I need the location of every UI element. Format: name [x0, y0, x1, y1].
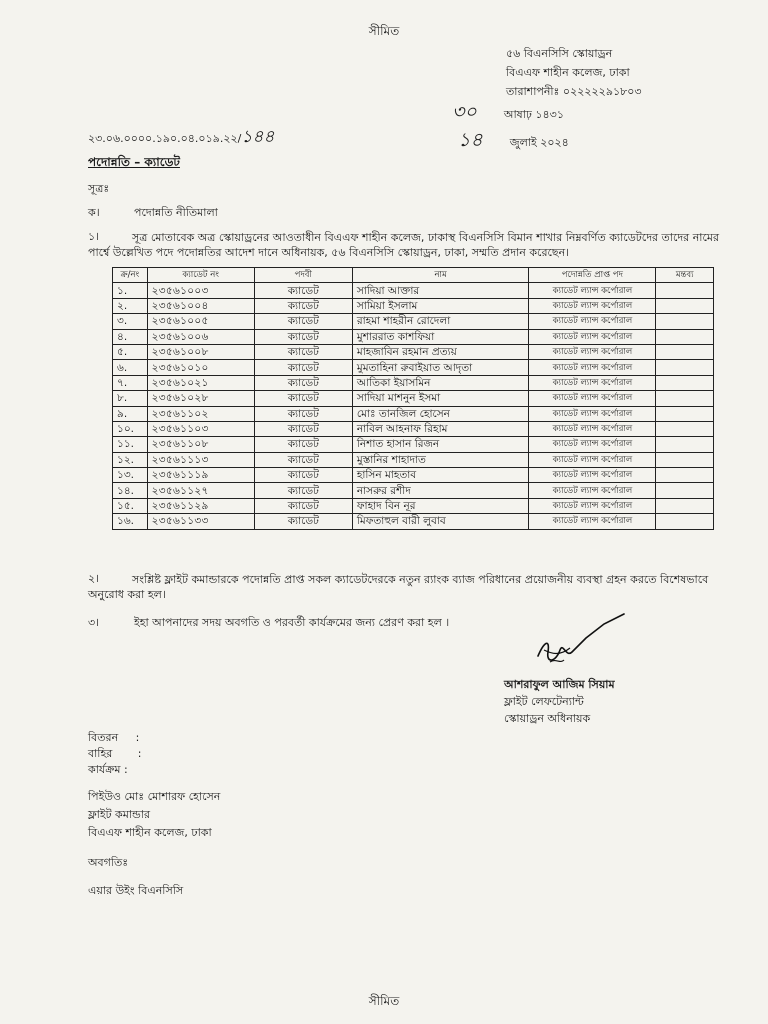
- table-row: [113, 314, 714, 329]
- classification-header: সীমিত: [368, 24, 400, 38]
- classification-footer: সীমিত: [368, 994, 400, 1008]
- remarks-cell: [656, 483, 714, 498]
- signatory-block: [504, 676, 615, 727]
- promoted-post-cell: ক্যাডেট ল্যান্স কর্পোরাল: [529, 375, 656, 390]
- subject-line: পদোন্নতি – ক্যাডেট: [88, 155, 180, 169]
- promoted-post-cell: ক্যাডেট ল্যান্স কর্পোরাল: [529, 329, 656, 344]
- table-row: [113, 406, 714, 421]
- table-header-row: [113, 268, 714, 283]
- signatory-name: আশরাফুল আজিম সিয়াম: [504, 678, 615, 691]
- promoted-post-cell: ক্যাডেট ল্যান্স কর্পোরাল: [529, 344, 656, 359]
- para1-text: সূত্র মোতাবেক অত্র স্কোয়াড্রনের আওতাধীন বিএএফ শাহীন কলেজ, ঢাকাস্থ বিএনসিসি বিমান শাখার নিম্নবর্ণিত ক্যাডেটদের তাদের নামের পার্শ্বে উল্লেখিত পদে পদোন্নতির আদেশ দানে অধিনায়ক, ৫৬ বিএনসিসি স্কোয়াড্রন, ঢাকা, সম্মতি প্রদান করেছেন।: [88, 231, 720, 259]
- serial-cell: ১৪.: [113, 483, 148, 498]
- promoted-post-cell: ক্যাডেট ল্যান্স কর্পোরাল: [529, 314, 656, 329]
- serial-cell: ৩.: [113, 314, 148, 329]
- promoted-post-cell: ক্যাডেট ল্যান্স কর্পোরাল: [529, 483, 656, 498]
- promoted-post-cell: ক্যাডেট ল্যান্স কর্পোরাল: [529, 498, 656, 513]
- table-row: [113, 498, 714, 513]
- col-rank: পদবী: [254, 268, 352, 283]
- cadet-number-cell: ২৩৫৬১০০৮: [147, 344, 254, 359]
- issuer-phone: তারাশাপনীঃ ০২২২২২৯১৮০৩: [506, 85, 642, 98]
- serial-cell: ১০.: [113, 421, 148, 436]
- rank-cell: ক্যাডেট: [254, 437, 352, 452]
- signature: [530, 612, 630, 674]
- cadet-number-cell: ২৩৫৬১০২১: [147, 375, 254, 390]
- cadet-number-cell: ২৩৫৬১১৩৩: [147, 514, 254, 529]
- remarks-cell: [656, 344, 714, 359]
- serial-cell: ৪.: [113, 329, 148, 344]
- name-cell: মুমতাহিনা রুবাইয়াত আদৃতা: [352, 360, 528, 375]
- table-row: [113, 391, 714, 406]
- dist-bahir-colon: :: [137, 747, 142, 760]
- table-row: [113, 344, 714, 359]
- english-date: [458, 126, 569, 158]
- remarks-cell: [656, 514, 714, 529]
- bangla-month: আষাঢ় ১৪৩১: [503, 108, 564, 121]
- table-row: [113, 452, 714, 467]
- cadet-number-cell: ২৩৫৬১১০৮: [147, 437, 254, 452]
- remarks-cell: [656, 406, 714, 421]
- remarks-cell: [656, 298, 714, 313]
- promoted-post-cell: ক্যাডেট ল্যান্স কর্পোরাল: [529, 283, 656, 298]
- rank-cell: ক্যাডেট: [254, 514, 352, 529]
- rank-cell: ক্যাডেট: [254, 468, 352, 483]
- remarks-cell: [656, 314, 714, 329]
- remarks-cell: [656, 283, 714, 298]
- promoted-post-cell: ক্যাডেট ল্যান্স কর্পোরাল: [529, 298, 656, 313]
- remarks-cell: [656, 360, 714, 375]
- name-cell: মুস্তানির শাহাদাত: [352, 452, 528, 467]
- name-cell: ফাহাদ বিন নূর: [352, 498, 528, 513]
- promoted-post-cell: ক্যাডেট ল্যান্স কর্পোরাল: [529, 406, 656, 421]
- table-row: [113, 375, 714, 390]
- name-cell: সাদিয়া আক্তার: [352, 283, 528, 298]
- issuer-block: [506, 44, 642, 101]
- promoted-post-cell: ক্যাডেট ল্যান্স কর্পোরাল: [529, 468, 656, 483]
- dist-bahir: বাহির: [88, 747, 113, 760]
- rank-cell: ক্যাডেট: [254, 498, 352, 513]
- name-cell: সাদিয়া মাশনুন ইসমা: [352, 391, 528, 406]
- serial-cell: ১.: [113, 283, 148, 298]
- remarks-cell: [656, 375, 714, 390]
- signature-scribble: [530, 612, 630, 674]
- signatory-role: স্কোয়াড্রন অধিনায়ক: [504, 712, 591, 725]
- recipient-line-3: বিএএফ শাহীন কলেজ, ঢাকা: [88, 826, 212, 839]
- dist-karjokrom-colon: :: [124, 763, 128, 776]
- serial-cell: ৯.: [113, 406, 148, 421]
- cadet-number-cell: ২৩৫৬১১০৩: [147, 421, 254, 436]
- distribution-block: [88, 730, 142, 778]
- col-remarks: মন্তব্য: [656, 268, 714, 283]
- bangla-day-handwritten: ৩০: [452, 101, 477, 123]
- serial-cell: ১১.: [113, 437, 148, 452]
- para3-text: ইহা আপনাদের সদয় অবগতি ও পরবর্তী কার্যক্রমের জন্য প্রেরণ করা হল ।: [134, 616, 450, 629]
- table-row: [113, 468, 714, 483]
- serial-cell: ৭.: [113, 375, 148, 390]
- signatory-rank: ফ্লাইট লেফটেন্যান্ট: [504, 695, 584, 708]
- table-row: [113, 329, 714, 344]
- rank-cell: ক্যাডেট: [254, 406, 352, 421]
- promoted-post-cell: ক্যাডেট ল্যান্স কর্পোরাল: [529, 421, 656, 436]
- rank-cell: ক্যাডেট: [254, 483, 352, 498]
- col-promoted-post: পদোন্নতি প্রাপ্ত পদ: [529, 268, 656, 283]
- rank-cell: ক্যাডেট: [254, 298, 352, 313]
- rank-cell: ক্যাডেট: [254, 391, 352, 406]
- rank-cell: ক্যাডেট: [254, 421, 352, 436]
- name-cell: নিশাত হাসান রিজন: [352, 437, 528, 452]
- cadet-number-cell: ২৩৫৬১১০২: [147, 406, 254, 421]
- cadet-number-cell: ২৩৫৬১১১৩: [147, 452, 254, 467]
- promoted-post-cell: ক্যাডেট ল্যান্স কর্পোরাল: [529, 452, 656, 467]
- sutra-label: সূত্রঃ: [88, 182, 110, 195]
- serial-cell: ৬.: [113, 360, 148, 375]
- table-row: [113, 483, 714, 498]
- recipient-line-1: পিইউও মোঃ মোশারফ হোসেন: [88, 790, 221, 803]
- recipient-line-2: ফ্লাইট কমান্ডার: [88, 808, 151, 821]
- reference-handwritten: ১৪৪: [241, 127, 275, 147]
- cadet-number-cell: ২৩৫৬১১১৯: [147, 468, 254, 483]
- para1-number: ১।: [88, 230, 100, 243]
- table-row: [113, 298, 714, 313]
- name-cell: মুশাররাত কাশফিয়া: [352, 329, 528, 344]
- col-name: নাম: [352, 268, 528, 283]
- dist-bitoron: বিতরন: [88, 731, 119, 744]
- reference-printed: ২৩.০৬.০০০০.১৯০.০৪.০১৯.২২/: [88, 132, 242, 145]
- name-cell: রাহমা শাহরীন রোদেলা: [352, 314, 528, 329]
- rank-cell: ক্যাডেট: [254, 360, 352, 375]
- col-cadet-no: ক্যাডেট নং: [147, 268, 254, 283]
- cadet-number-cell: ২৩৫৬১০০৪: [147, 298, 254, 313]
- name-cell: নাসরুর রশীদ: [352, 483, 528, 498]
- rank-cell: ক্যাডেট: [254, 314, 352, 329]
- promoted-post-cell: ক্যাডেট ল্যান্স কর্পোরাল: [529, 514, 656, 529]
- obogoti-recipient: এয়ার উইং বিএনসিসি: [88, 884, 184, 897]
- table-row: [113, 283, 714, 298]
- para2-text: সংশ্লিষ্ট ফ্লাইট কমান্ডারকে পদোন্নতি প্রাপ্ত সকল ক্যাডেটদেরকে নতুন র‍্যাংক ব্যাজ পরিধানের প্রয়োজনীয় ব্যবস্থা গ্রহন করতে বিশেষভাবে অনুরোধ করা হল।: [88, 573, 709, 601]
- remarks-cell: [656, 329, 714, 344]
- dist-bitoron-colon: :: [135, 731, 140, 744]
- para3-number: ৩।: [88, 616, 100, 629]
- serial-cell: ১৬.: [113, 514, 148, 529]
- cadet-number-cell: ২৩৫৬১০২৮: [147, 391, 254, 406]
- promoted-post-cell: ক্যাডেট ল্যান্স কর্পোরাল: [529, 391, 656, 406]
- obogoti-label: অবগতিঃ: [88, 856, 129, 869]
- cadet-number-cell: ২৩৫৬১০১০: [147, 360, 254, 375]
- rank-cell: ক্যাডেট: [254, 283, 352, 298]
- reference-number: [88, 127, 275, 147]
- serial-cell: ৮.: [113, 391, 148, 406]
- table-row: [113, 514, 714, 529]
- serial-cell: ১৩.: [113, 468, 148, 483]
- promoted-post-cell: ক্যাডেট ল্যান্স কর্পোরাল: [529, 360, 656, 375]
- rank-cell: ক্যাডেট: [254, 375, 352, 390]
- cadet-number-cell: ২৩৫৬১০০৬: [147, 329, 254, 344]
- remarks-cell: [656, 391, 714, 406]
- serial-cell: ১২.: [113, 452, 148, 467]
- cadet-number-cell: ২৩৫৬১১২৭: [147, 483, 254, 498]
- remarks-cell: [656, 421, 714, 436]
- promotion-table: [112, 267, 714, 530]
- table-row: [113, 421, 714, 436]
- remarks-cell: [656, 437, 714, 452]
- english-day-handwritten: ১৪: [458, 129, 483, 151]
- table-row: [113, 437, 714, 452]
- cadet-number-cell: ২৩৫৬১০০৩: [147, 283, 254, 298]
- recipient-block: [88, 788, 220, 842]
- sutra-item-text: পদোন্নতি নীতিমালা: [134, 206, 218, 219]
- serial-cell: ২.: [113, 298, 148, 313]
- remarks-cell: [656, 468, 714, 483]
- english-month: জুলাই ২০২৪: [509, 136, 569, 149]
- serial-cell: ৫.: [113, 344, 148, 359]
- col-serial: ক্র/নং: [113, 268, 148, 283]
- rank-cell: ক্যাডেট: [254, 344, 352, 359]
- name-cell: নাবিল আহনাফ রিহাম: [352, 421, 528, 436]
- name-cell: মিফতাহুল বারী লুবাব: [352, 514, 528, 529]
- rank-cell: ক্যাডেট: [254, 452, 352, 467]
- name-cell: মাহজাবিন রহমান প্রত্যয়: [352, 344, 528, 359]
- cadet-number-cell: ২৩৫৬১১২৯: [147, 498, 254, 513]
- name-cell: আতিকা ইয়াসমিন: [352, 375, 528, 390]
- issuer-college: বিএএফ শাহীন কলেজ, ঢাকা: [506, 66, 630, 79]
- para2-number: ২।: [88, 572, 100, 585]
- remarks-cell: [656, 498, 714, 513]
- name-cell: সামিয়া ইসলাম: [352, 298, 528, 313]
- dist-karjokrom: কার্যক্রম: [88, 763, 121, 776]
- rank-cell: ক্যাডেট: [254, 329, 352, 344]
- issuer-unit: ৫৬ বিএনসিসি স্কোয়াড্রন: [506, 47, 613, 60]
- remarks-cell: [656, 452, 714, 467]
- cadet-number-cell: ২৩৫৬১০০৫: [147, 314, 254, 329]
- table-row: [113, 360, 714, 375]
- promoted-post-cell: ক্যাডেট ল্যান্স কর্পোরাল: [529, 437, 656, 452]
- name-cell: মোঃ তানজিল হোসেন: [352, 406, 528, 421]
- name-cell: হাসিন মাহতাব: [352, 468, 528, 483]
- sutra-item-label: ক।: [88, 206, 100, 219]
- serial-cell: ১৫.: [113, 498, 148, 513]
